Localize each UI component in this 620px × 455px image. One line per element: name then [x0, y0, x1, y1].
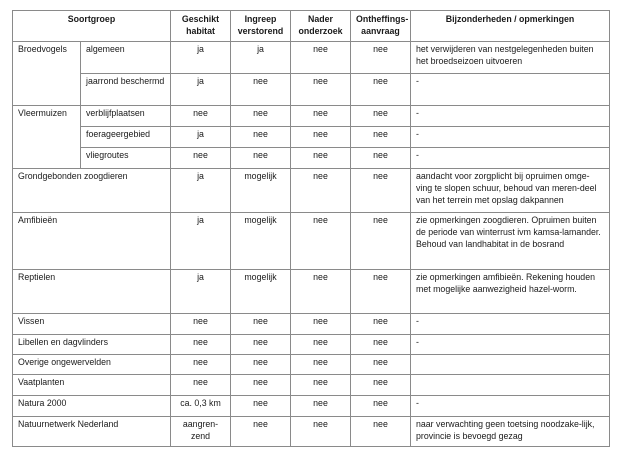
group-cell: Reptielen — [13, 270, 171, 314]
habitat-cell: nee — [171, 106, 231, 127]
group-cell: Natuurnetwerk Nederland — [13, 417, 171, 447]
table-row — [13, 417, 610, 447]
remarks-cell: het verwijderen van nestgelegenheden buiten het broedseizoen uitvoeren — [411, 42, 610, 74]
ingreep-cell: nee — [231, 335, 291, 355]
habitat-cell: aangren-zend — [171, 417, 231, 447]
remarks-cell: - — [411, 74, 610, 106]
header-row — [13, 11, 610, 42]
nader-cell: nee — [291, 148, 351, 169]
header-ontheffingsaanvraag: Ontheffings-aanvraag — [351, 11, 411, 42]
table-row — [13, 396, 610, 417]
ingreep-cell: nee — [231, 106, 291, 127]
ontheffing-cell: nee — [351, 314, 411, 335]
table-row — [13, 148, 610, 169]
ingreep-cell: nee — [231, 148, 291, 169]
ingreep-cell: mogelijk — [231, 213, 291, 270]
subgroup-cell: algemeen — [81, 42, 171, 74]
table-row — [13, 355, 610, 375]
table-row — [13, 213, 610, 270]
ingreep-cell: mogelijk — [231, 270, 291, 314]
nader-cell: nee — [291, 42, 351, 74]
group-cell: Libellen en dagvlinders — [13, 335, 171, 355]
habitat-cell: ja — [171, 74, 231, 106]
table-row — [13, 169, 610, 213]
nader-cell: nee — [291, 375, 351, 396]
group-cell: Vaatplanten — [13, 375, 171, 396]
group-cell: Amfibieën — [13, 213, 171, 270]
species-assessment-table — [12, 10, 610, 447]
subgroup-cell: vliegroutes — [81, 148, 171, 169]
ontheffing-cell: nee — [351, 375, 411, 396]
ontheffing-cell: nee — [351, 169, 411, 213]
table-row — [13, 270, 610, 314]
nader-cell: nee — [291, 355, 351, 375]
group-cell: Grondgebonden zoogdieren — [13, 169, 171, 213]
habitat-cell: nee — [171, 355, 231, 375]
ingreep-cell: ja — [231, 42, 291, 74]
ontheffing-cell: nee — [351, 335, 411, 355]
remarks-cell: - — [411, 127, 610, 148]
table-row — [13, 74, 610, 106]
group-cell: Vleermuizen — [13, 106, 81, 169]
ingreep-cell: nee — [231, 74, 291, 106]
header-geschikt-habitat: Geschikt habitat — [171, 11, 231, 42]
ingreep-cell: nee — [231, 355, 291, 375]
header-soortgroep: Soortgroep — [13, 11, 171, 42]
header-ingreep-verstorend: Ingreep verstorend — [231, 11, 291, 42]
ontheffing-cell: nee — [351, 127, 411, 148]
ontheffing-cell: nee — [351, 270, 411, 314]
ontheffing-cell: nee — [351, 417, 411, 447]
nader-cell: nee — [291, 213, 351, 270]
remarks-cell: zie opmerkingen amfibieën. Rekening houden met mogelijke aanwezigheid hazel-worm. — [411, 270, 610, 314]
remarks-cell: - — [411, 335, 610, 355]
remarks-cell: aandacht voor zorgplicht bij opruimen omge-ving te slopen schuur, behoud van meren-deel van het terrein met opslag dakpannen — [411, 169, 610, 213]
table-row — [13, 314, 610, 335]
habitat-cell: nee — [171, 314, 231, 335]
remarks-cell: naar verwachting geen toetsing noodzake-lijk, provincie is bevoegd gezag — [411, 417, 610, 447]
habitat-cell: ja — [171, 213, 231, 270]
ontheffing-cell: nee — [351, 42, 411, 74]
nader-cell: nee — [291, 417, 351, 447]
nader-cell: nee — [291, 314, 351, 335]
nader-cell: nee — [291, 169, 351, 213]
remarks-cell: - — [411, 148, 610, 169]
group-cell: Overige ongewervelden — [13, 355, 171, 375]
ontheffing-cell: nee — [351, 106, 411, 127]
group-cell: Natura 2000 — [13, 396, 171, 417]
ingreep-cell: nee — [231, 127, 291, 148]
table-row — [13, 375, 610, 396]
subgroup-cell: jaarrond beschermd — [81, 74, 171, 106]
ontheffing-cell: nee — [351, 396, 411, 417]
habitat-cell: ja — [171, 169, 231, 213]
group-cell: Vissen — [13, 314, 171, 335]
habitat-cell: ja — [171, 127, 231, 148]
ontheffing-cell: nee — [351, 355, 411, 375]
nader-cell: nee — [291, 270, 351, 314]
table-row — [13, 106, 610, 127]
habitat-cell: nee — [171, 148, 231, 169]
remarks-cell: - — [411, 106, 610, 127]
nader-cell: nee — [291, 106, 351, 127]
group-cell: Broedvogels — [13, 42, 81, 106]
ontheffing-cell: nee — [351, 213, 411, 270]
remarks-cell: zie opmerkingen zoogdieren. Opruimen buiten de periode van winterrust ivm kamsa-lamander. Behoud van landhabitat in de bosrand — [411, 213, 610, 270]
habitat-cell: ca. 0,3 km — [171, 396, 231, 417]
nader-cell: nee — [291, 127, 351, 148]
header-nader-onderzoek: Nader onderzoek — [291, 11, 351, 42]
ingreep-cell: nee — [231, 396, 291, 417]
ingreep-cell: nee — [231, 417, 291, 447]
remarks-cell: - — [411, 396, 610, 417]
habitat-cell: ja — [171, 42, 231, 74]
nader-cell: nee — [291, 396, 351, 417]
nader-cell: nee — [291, 335, 351, 355]
ingreep-cell: nee — [231, 314, 291, 335]
table-row — [13, 42, 610, 74]
habitat-cell: ja — [171, 270, 231, 314]
header-bijzonderheden: Bijzonderheden / opmerkingen — [411, 11, 610, 42]
ontheffing-cell: nee — [351, 148, 411, 169]
habitat-cell: nee — [171, 375, 231, 396]
habitat-cell: nee — [171, 335, 231, 355]
remarks-cell — [411, 355, 610, 375]
subgroup-cell: foerageergebied — [81, 127, 171, 148]
ingreep-cell: nee — [231, 375, 291, 396]
nader-cell: nee — [291, 74, 351, 106]
remarks-cell: - — [411, 314, 610, 335]
ingreep-cell: mogelijk — [231, 169, 291, 213]
table-row — [13, 335, 610, 355]
subgroup-cell: verblijfplaatsen — [81, 106, 171, 127]
ontheffing-cell: nee — [351, 74, 411, 106]
table-row — [13, 127, 610, 148]
remarks-cell — [411, 375, 610, 396]
